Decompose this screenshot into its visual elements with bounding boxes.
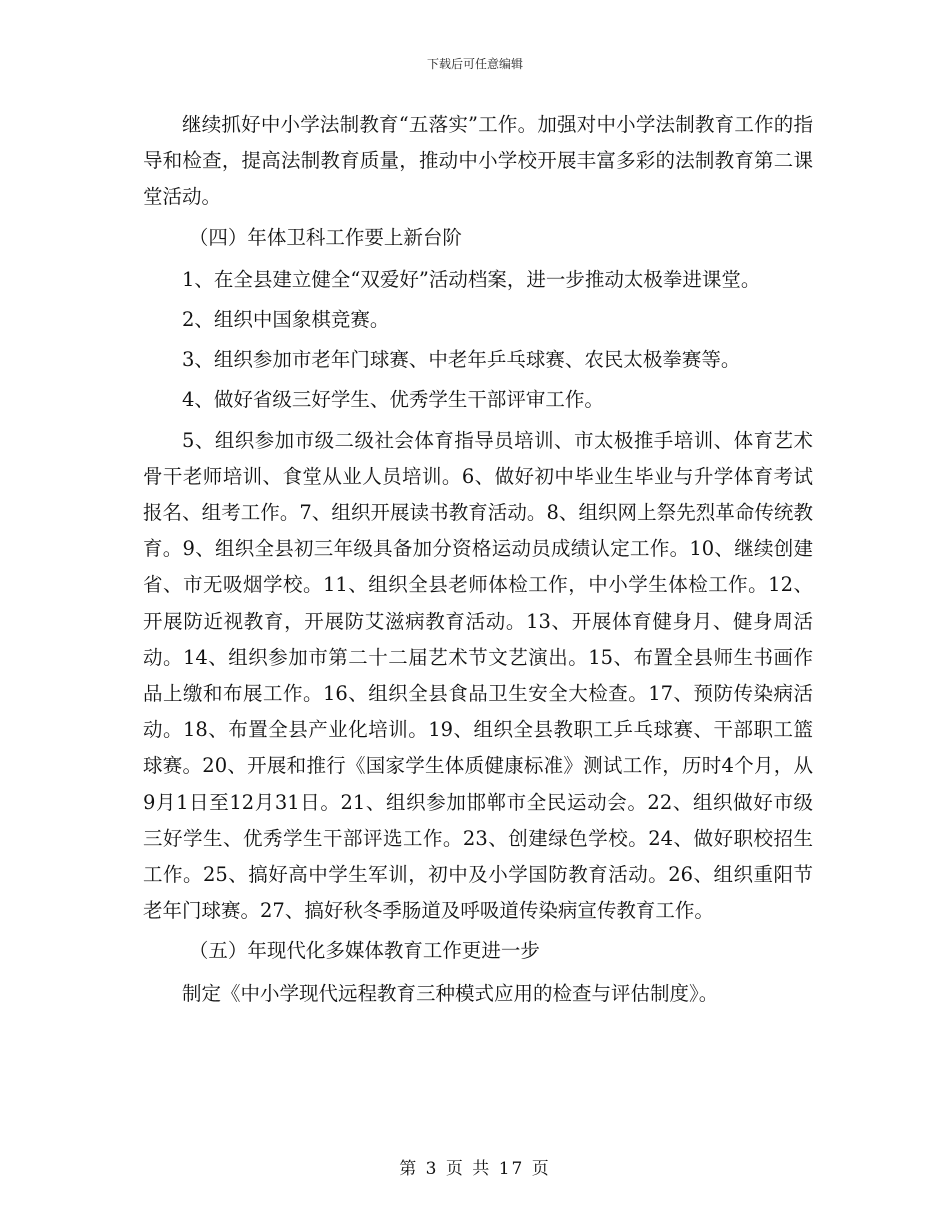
list-item-4: 4、做好省级三好学生、优秀学生干部评审工作。 — [182, 388, 604, 412]
paragraph-legal-education: 继续抓好中小学法制教育“五落实”工作。加强对中小学法制教育工作的指导和检查，提高法制教育质量，推动中小学校开展丰富多彩的法制教育第二课堂活动。 — [143, 113, 813, 209]
header-note: 下载后可任意编辑 — [426, 57, 523, 71]
list-item-2: 2、组织中国象棋竞赛。 — [182, 308, 390, 332]
page-number-footer: 第 3 页 共 17 页 — [399, 1159, 551, 1179]
list-item-1: 1、在全县建立健全“双爱好”活动档案，进一步推动太极拳进课堂。 — [182, 267, 761, 291]
section-heading-4: （四）年体卫科工作要上新台阶 — [188, 225, 462, 249]
section-heading-5: （五）年现代化多媒体教育工作更进一步 — [188, 939, 540, 963]
list-item-5-to-27: 5、组织参加市级二级社会体育指导员培训、市太极推手培训、体育艺术骨干老师培训、食堂从业人员培训。6、做好初中毕业生毕业与升学体育考试报名、组考工作。7、组织开展读书教育活动。8、组织网上祭先烈革命传统教育。9、组织全县初三年级具备加分资格运动员成绩认定工作。10、继续创建省、市无吸烟学校。11、组织全县老师体检工作，中小学生体检工作。12、开展防近视教育，开展防艾滋病教育活动。13、开展体育健身月、健身周活动。14、组织参加市第二十二届艺术节文艺演出。15、布置全县师生书画作品上缴和布展工作。16、组织全县食品卫生安全大检查。17、预防传染病活动。18、布置全县产业化培训。19、组织全县教职工乒乓球赛、干部职工篮球赛。20、开展和推行《国家学生体质健康标准》测试工作，历时4个月，从9月1日至12月31日。21、组织参加邯郸市全民运动会。22、组织做好市级三好学生、优秀学生干部评选工作。23、创建绿色学校。24、做好职校招生工作。25、搞好高中学生军训，初中及小学国防教育活动。26、组织重阳节老年门球赛。27、搞好秋冬季肠道及呼吸道传染病宣传教育工作。 — [143, 428, 813, 923]
paragraph-multimedia: 制定《中小学现代远程教育三种模式应用的检查与评估制度》。 — [182, 981, 719, 1005]
list-item-3: 3、组织参加市老年门球赛、中老年乒乓球赛、农民太极拳赛等。 — [182, 348, 741, 372]
document-body — [143, 107, 813, 1016]
